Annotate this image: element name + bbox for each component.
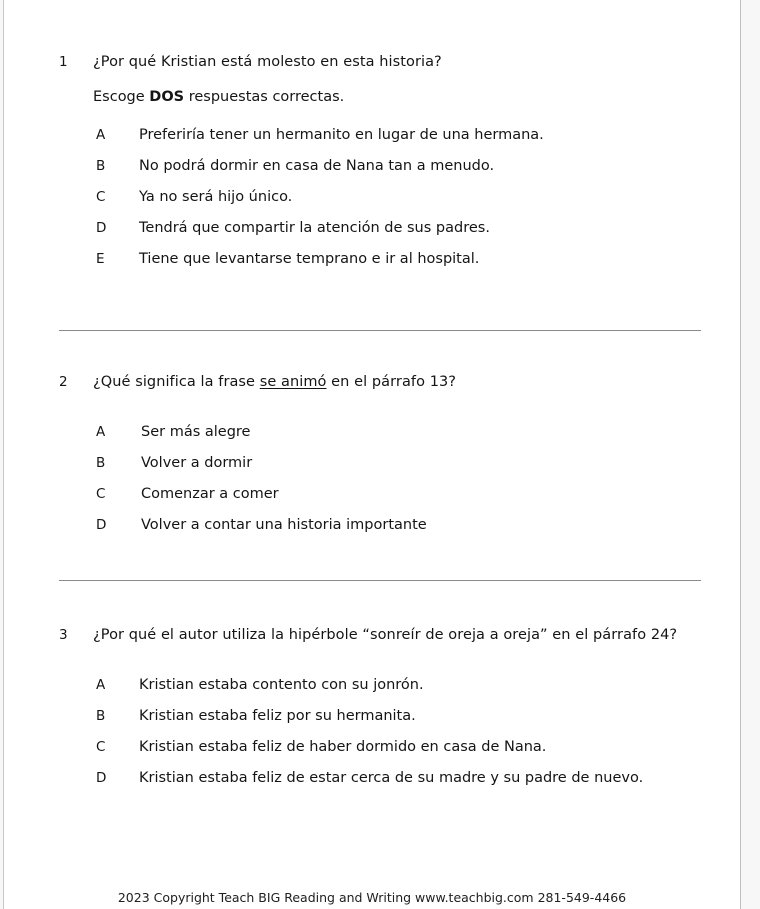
question-3-stem-line bbox=[4, 626, 740, 644]
option-text: Ser más alegre bbox=[141, 424, 251, 440]
question-1 bbox=[4, 53, 740, 281]
option-text: Tendrá que compartir la atención de sus padres. bbox=[139, 220, 490, 236]
question-3 bbox=[4, 626, 740, 800]
question-1-instruction bbox=[4, 88, 740, 106]
question-3-stem-text: ¿Por qué el autor utiliza la hipérbole “sonreír de oreja a oreja” en el párrafo 24? bbox=[93, 627, 678, 643]
option-row[interactable] bbox=[4, 219, 740, 250]
option-letter: D bbox=[96, 220, 107, 236]
option-letter: C bbox=[96, 739, 106, 755]
option-letter: A bbox=[96, 127, 106, 143]
option-row[interactable] bbox=[4, 738, 740, 769]
option-text: No podrá dormir en casa de Nana tan a menudo. bbox=[139, 158, 495, 174]
worksheet-page bbox=[3, 0, 741, 909]
option-row[interactable] bbox=[4, 516, 740, 547]
question-2-stem-before: ¿Qué significa la frase bbox=[93, 374, 260, 390]
option-text: Kristian estaba feliz por su hermanita. bbox=[139, 708, 416, 724]
option-row[interactable] bbox=[4, 676, 740, 707]
question-1-instruction-suffix: respuestas correctas. bbox=[184, 89, 345, 105]
question-2-number: 2 bbox=[59, 374, 68, 390]
option-row[interactable] bbox=[4, 485, 740, 516]
question-1-number: 1 bbox=[59, 54, 68, 70]
option-row[interactable] bbox=[4, 126, 740, 157]
option-row[interactable] bbox=[4, 157, 740, 188]
question-3-number: 3 bbox=[59, 627, 68, 643]
option-letter: A bbox=[96, 677, 106, 693]
worksheet-body bbox=[4, 0, 740, 909]
section-divider bbox=[59, 580, 701, 581]
question-2-options bbox=[4, 423, 740, 547]
option-text: Kristian estaba feliz de estar cerca de su madre y su padre de nuevo. bbox=[139, 770, 644, 786]
option-letter: B bbox=[96, 455, 106, 471]
option-text: Volver a contar una historia importante bbox=[141, 517, 427, 533]
option-letter: C bbox=[96, 486, 106, 502]
option-text: Preferiría tener un hermanito en lugar de una hermana. bbox=[139, 127, 544, 143]
question-2 bbox=[4, 373, 740, 547]
option-letter: E bbox=[96, 251, 105, 267]
question-1-options bbox=[4, 126, 740, 281]
option-row[interactable] bbox=[4, 707, 740, 738]
option-letter: C bbox=[96, 189, 106, 205]
option-row[interactable] bbox=[4, 423, 740, 454]
question-1-stem-text: ¿Por qué Kristian está molesto en esta historia? bbox=[93, 54, 442, 70]
option-letter: B bbox=[96, 708, 106, 724]
option-text: Kristian estaba contento con su jonrón. bbox=[139, 677, 424, 693]
question-2-stem-underlined-phrase: se animó bbox=[259, 374, 327, 390]
question-1-instruction-emphasis: DOS bbox=[149, 89, 185, 105]
option-row[interactable] bbox=[4, 188, 740, 219]
question-2-stem-line bbox=[4, 373, 740, 391]
question-1-stem-line bbox=[4, 53, 740, 71]
section-divider bbox=[59, 330, 701, 331]
question-3-options bbox=[4, 676, 740, 800]
option-letter: B bbox=[96, 158, 106, 174]
option-text: Volver a dormir bbox=[141, 455, 253, 471]
page-footer-copyright: 2023 Copyright Teach BIG Reading and Writing www.teachbig.com 281-549-4466 bbox=[117, 890, 627, 905]
option-row[interactable] bbox=[4, 250, 740, 281]
question-1-instruction-prefix: Escoge bbox=[93, 89, 150, 105]
option-text: Kristian estaba feliz de haber dormido en casa de Nana. bbox=[139, 739, 547, 755]
option-letter: D bbox=[96, 517, 107, 533]
option-row[interactable] bbox=[4, 769, 740, 800]
question-2-stem-after: en el párrafo 13? bbox=[326, 374, 457, 390]
option-text: Tiene que levantarse temprano e ir al hospital. bbox=[139, 251, 480, 267]
option-letter: A bbox=[96, 424, 106, 440]
option-text: Comenzar a comer bbox=[141, 486, 279, 502]
option-row[interactable] bbox=[4, 454, 740, 485]
option-letter: D bbox=[96, 770, 107, 786]
option-text: Ya no será hijo único. bbox=[139, 189, 293, 205]
